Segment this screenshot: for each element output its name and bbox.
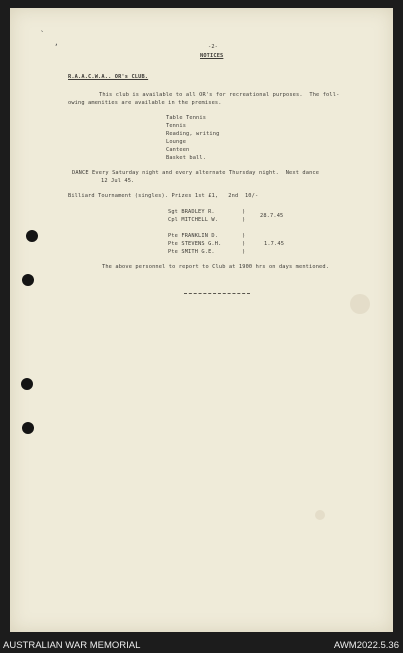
participant-name: Pte STEVENS G.H. xyxy=(168,241,222,247)
bracket: ) xyxy=(242,249,246,255)
page-number: -2- xyxy=(208,44,219,50)
amenity-item: Table Tennis xyxy=(166,115,207,121)
intro-line-1: This club is available to all OR's for recreational purposes. The foll- xyxy=(99,92,340,98)
punch-hole xyxy=(21,378,33,390)
page-heading: NOTICES xyxy=(200,53,224,59)
amenity-item: Tennis xyxy=(166,123,187,129)
participant-name: Pte FRANKLIN D. xyxy=(168,233,219,239)
group-date: 1.7.45 xyxy=(264,241,285,247)
paper-stain xyxy=(350,294,370,314)
participant-name: Pte SMITH G.E. xyxy=(168,249,215,255)
signature-line xyxy=(184,293,250,294)
amenity-item: Basket ball. xyxy=(166,155,207,161)
participant-name: Sgt BRADLEY R. xyxy=(168,209,215,215)
amenity-item: Canteen xyxy=(166,147,190,153)
bracket: ) xyxy=(242,241,246,247)
paper-stain xyxy=(315,510,325,520)
pen-mark: , xyxy=(54,38,59,47)
closing-line: The above personnel to report to Club at 1900 hrs on days mentioned. xyxy=(102,264,330,270)
amenity-item: Lounge xyxy=(166,139,187,145)
footer-catalog-id: AWM2022.5.36 xyxy=(333,640,399,651)
document-page xyxy=(10,8,393,632)
bracket: ) xyxy=(242,233,246,239)
section-title: R.A.A.C.W.A.. OR's CLUB. xyxy=(68,74,149,80)
participant-name: Cpl MITCHELL W. xyxy=(168,217,219,223)
bracket: ) xyxy=(242,217,246,223)
footer-bar xyxy=(0,638,403,653)
punch-hole xyxy=(26,230,38,242)
bracket: ) xyxy=(242,209,246,215)
intro-line-2: owing amenities are available in the premises. xyxy=(68,100,222,106)
dance-line-1: DANCE Every Saturday night and every alternate Thursday night. Next dance xyxy=(72,170,320,176)
dance-line-2: 12 Jul 45. xyxy=(101,178,135,184)
billiard-line: Billiard Tournament (singles). Prizes 1st £1, 2nd 10/- xyxy=(68,193,259,199)
pen-mark: ` xyxy=(40,30,45,39)
group-date: 28.7.45 xyxy=(260,213,284,219)
punch-hole xyxy=(22,274,34,286)
punch-hole xyxy=(22,422,34,434)
footer-source: AUSTRALIAN WAR MEMORIAL xyxy=(3,640,141,651)
amenity-item: Reading, writing xyxy=(166,131,220,137)
